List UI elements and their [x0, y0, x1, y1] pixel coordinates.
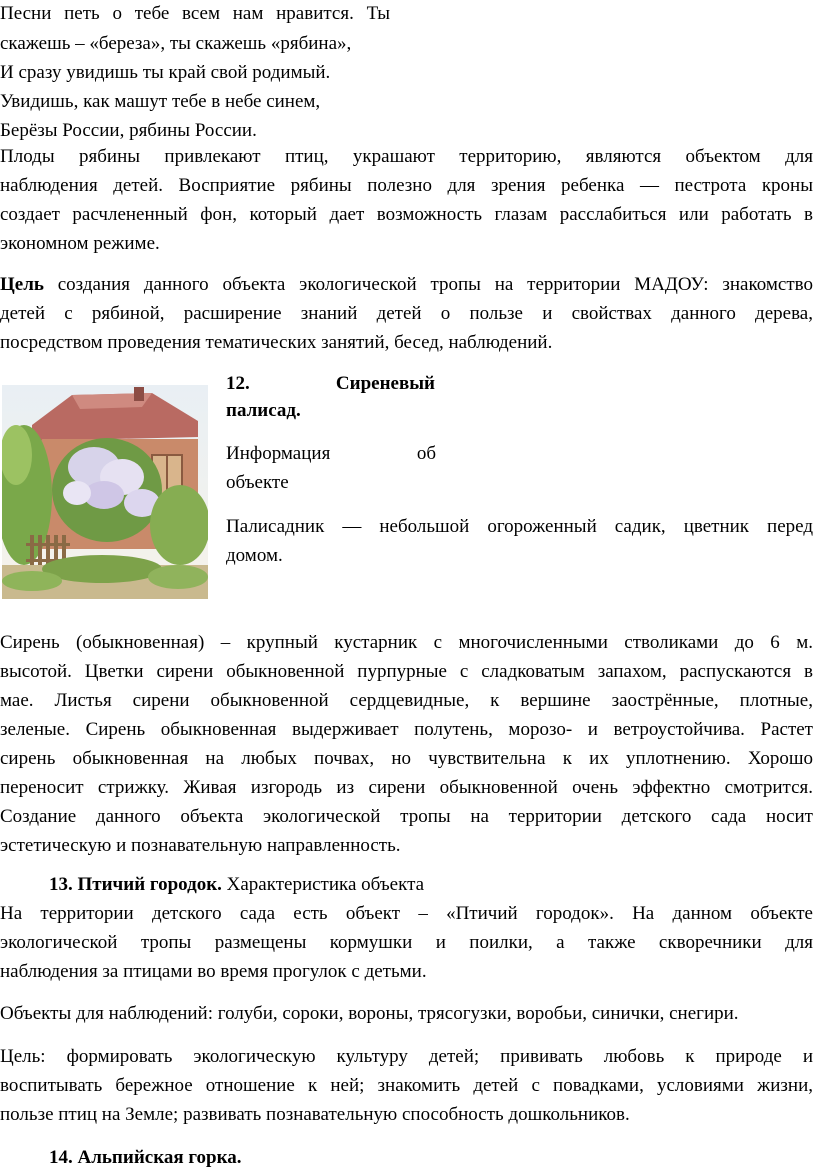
rowan-paragraph-line: Плоды рябины привлекают птиц, украшают территорию, являются объектом для: [0, 146, 813, 167]
lilac-description-line: Сирень (обыкновенная) – крупный кустарник с многочисленными стволиками до 6 м.: [0, 632, 813, 653]
lilac-heading-line2: палисад.: [226, 400, 301, 421]
rowan-paragraph-line: наблюдения детей. Восприятие рябины полезно для зрения ребенка — пестрота кроны: [0, 175, 813, 196]
lilac-heading-number: 12.: [226, 373, 250, 394]
lilac-description-line: высотой. Цветки сирени обыкновенной пурпурные с сладковатым запахом, распускаются в: [0, 661, 813, 682]
birds-observation: Объекты для наблюдений: голуби, сороки, вороны, трясогузки, воробьи, синички, снегири.: [0, 1003, 739, 1024]
lilac-description-line: эстетическую и познавательную направленность.: [0, 835, 401, 856]
rowan-goal-line: [0, 271, 813, 299]
lilac-heading: [226, 370, 435, 398]
lilac-info-word2: об: [416, 443, 436, 464]
goal-label: Цель: [0, 274, 44, 295]
lilac-heading-word: Сиреневый: [335, 373, 435, 394]
lilac-definition-line: домом.: [226, 545, 283, 566]
lilac-description-line: мае. Листья сирени обыкновенной сердцевидные, к вершине заострённые, плотные,: [0, 690, 813, 711]
lilac-info-word1: Информация: [226, 443, 331, 464]
rowan-goal-line: детей с рябиной, расширение знаний детей о пользе и свойствах данного дерева,: [0, 303, 813, 324]
lilac-description-line: переносит стрижку. Живая изгородь из сирени обыкновенной очень эффектно смотрится.: [0, 777, 813, 798]
poem-line: Песни петь о тебе всем нам нравится. Ты: [0, 3, 390, 24]
lilac-description-line: Создание данного объекта экологической тропы на территории детского сада носит: [0, 806, 813, 827]
rowan-paragraph-line: создает расчлененный фон, который дает возможность глазам расслабиться или работать в: [0, 204, 813, 225]
birds-goal-line: пользе птиц на Земле; развивать познавательную способность дошкольников.: [0, 1104, 630, 1125]
goal-text: создания данного объекта экологической тропы на территории МАДОУ: знакомство: [43, 274, 813, 295]
lilac-definition-line: Палисадник — небольшой огороженный садик, цветник перед: [226, 516, 813, 537]
birds-heading: [49, 871, 816, 899]
birds-description-line: экологической тропы размещены кормушки и поилки, а также скворечники для: [0, 932, 813, 953]
birds-description-line: наблюдения за птицами во время прогулок с детьми.: [0, 961, 427, 982]
rowan-goal-line: посредством проведения тематических занятий, бесед, наблюдений.: [0, 332, 553, 353]
birds-heading-title: 13. Птичий городок.: [49, 874, 222, 895]
poem-line: И сразу увидишь ты край свой родимый.: [0, 62, 331, 83]
lilac-info-line2: объекте: [226, 472, 289, 493]
birds-heading-suffix: Характеристика объекта: [221, 874, 425, 895]
birds-goal-line: Цель: формировать экологическую культуру детей; прививать любовь к природе и: [0, 1046, 813, 1067]
birds-description-line: На территории детского сада есть объект – «Птичий городок». На данном объекте: [0, 903, 813, 924]
lilac-description-line: зеленые. Сирень обыкновенная выдерживает полутень, морозо- и ветроустойчива. Растет: [0, 719, 813, 740]
rowan-paragraph-line: экономном режиме.: [0, 233, 160, 254]
alpine-heading: 14. Альпийская горка.: [49, 1147, 242, 1168]
birds-goal-line: воспитывать бережное отношение к ней; знакомить детей с повадками, условиями жизни,: [0, 1075, 813, 1096]
poem-line: скажешь – «береза», ты скажешь «рябина»,: [0, 33, 352, 54]
lilac-description-line: сирень обыкновенная на любых почвах, но чувствительна к их уплотнению. Хорошо: [0, 748, 813, 769]
lilac-info-heading: [226, 440, 436, 468]
lilac-garden-illustration: [2, 385, 208, 599]
poem-line: Увидишь, как машут тебе в небе синем,: [0, 91, 321, 112]
poem-line: Берёзы России, рябины России.: [0, 120, 257, 141]
